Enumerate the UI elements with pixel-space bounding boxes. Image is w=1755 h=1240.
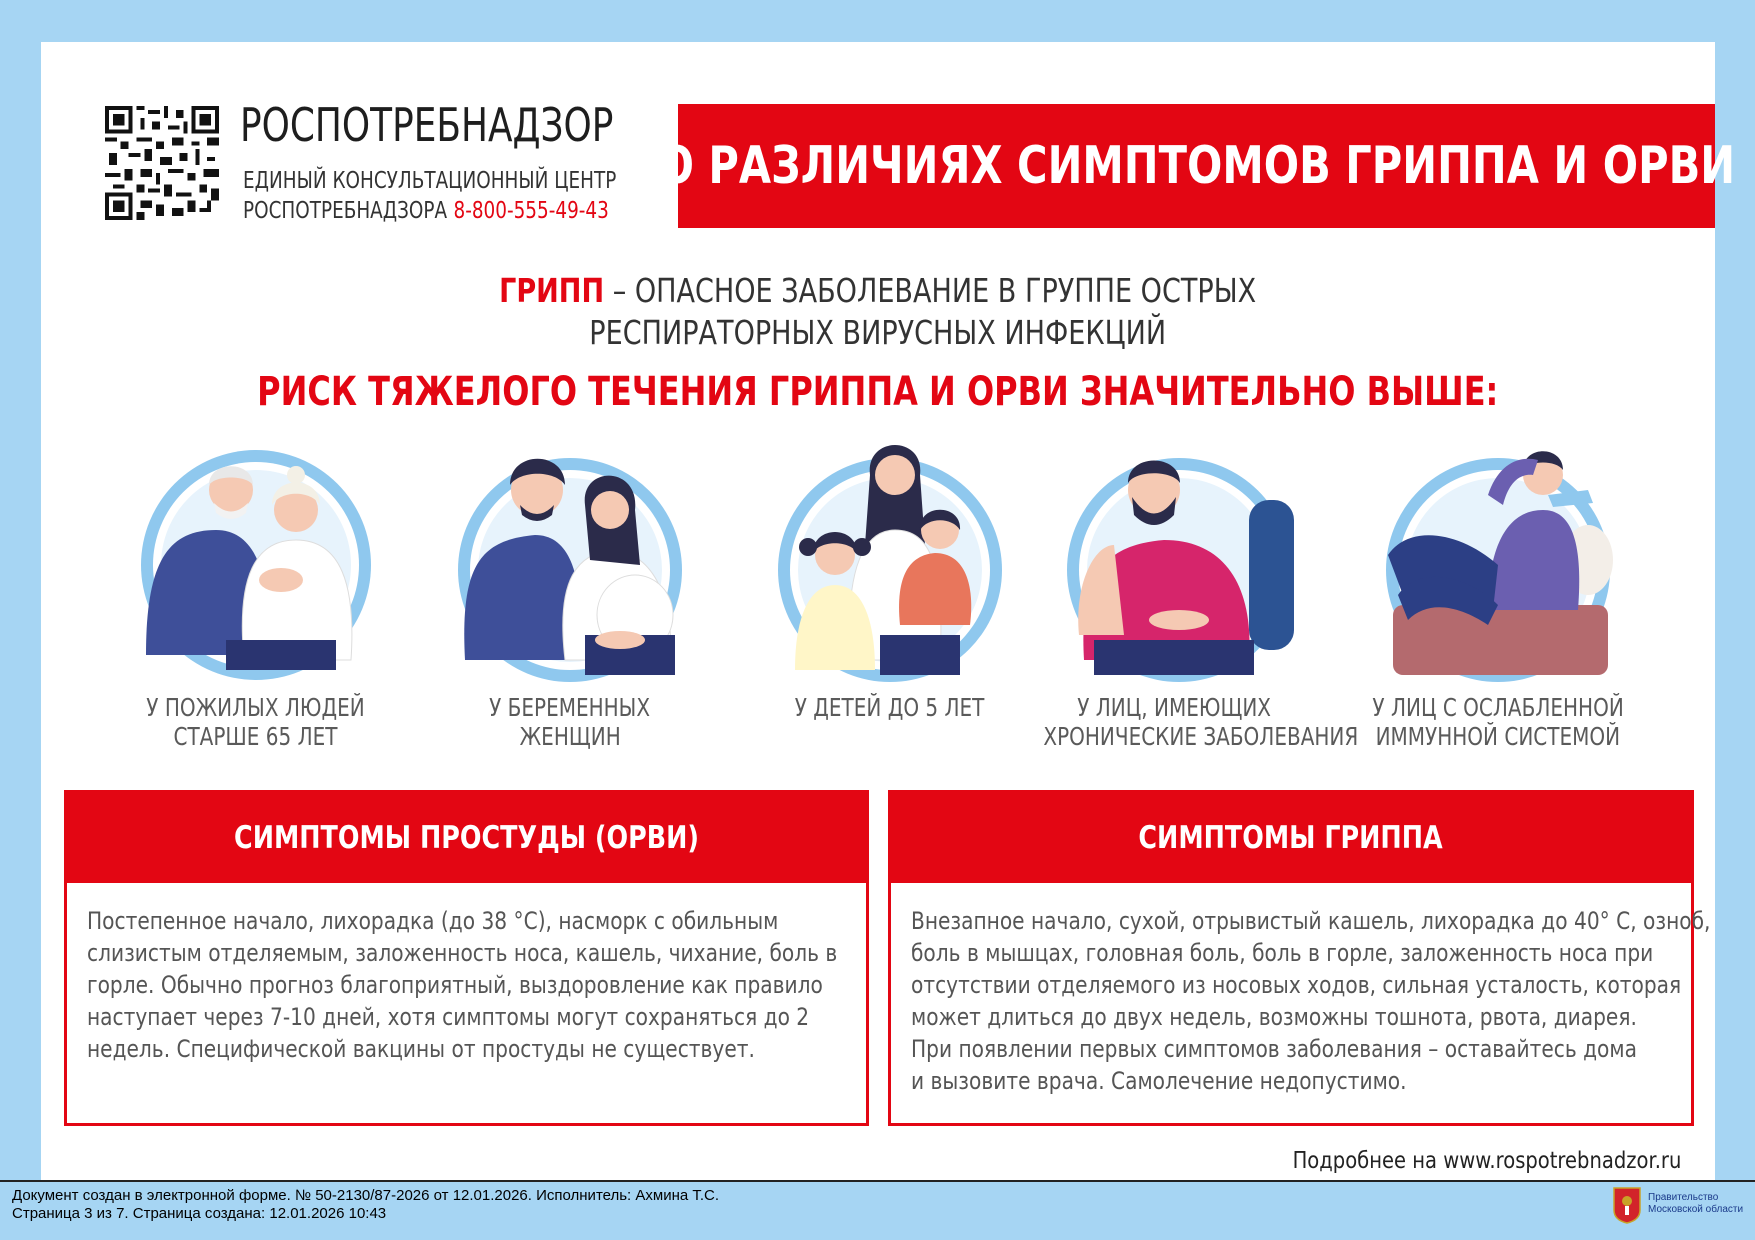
intro-text <box>0 270 1755 354</box>
cold-symptoms-box <box>64 790 869 1126</box>
cold-symptoms-text <box>67 883 866 1065</box>
caption-line-1: У ЛИЦ, ИМЕЮЩИХ <box>1077 693 1271 722</box>
flu-word: ГРИПП <box>498 271 605 310</box>
intro-line-1 <box>499 270 1256 312</box>
caption-line-1: У ПОЖИЛЫХ ЛЮДЕЙ <box>146 693 366 722</box>
text-line: Постепенное начало, лихорадка (до 38 °С), насморк с обильным <box>87 907 779 935</box>
text-line: слизистым отделяемым, заложенность носа, кашель, чихание, боль в <box>87 939 838 967</box>
document-stamp-line-2: Страница 3 из 7. Страница создана: 12.01.2026 10:43 <box>12 1205 387 1222</box>
consult-center-org: РОСПОТРЕБНАДЗОРА <box>243 198 448 224</box>
flu-symptoms-title: СИМПТОМЫ ГРИППА <box>1138 820 1444 856</box>
logo-line-2: Московской области <box>1648 1204 1744 1215</box>
group-caption <box>400 693 740 751</box>
government-logo-text <box>1648 1192 1743 1216</box>
consult-center-label: ЕДИНЫЙ КОНСУЛЬТАЦИОННЫЙ ЦЕНТР <box>243 168 617 194</box>
caption-line-1: У БЕРЕМЕННЫХ <box>489 693 651 722</box>
intro-definition: – ОПАСНОЕ ЗАБОЛЕВАНИЕ В ГРУППЕ ОСТРЫХ <box>604 271 1257 310</box>
page-title: О РАЗЛИЧИЯХ СИМПТОМОВ ГРИППА И ОРВИ <box>658 136 1735 196</box>
title-bar <box>658 104 1735 228</box>
pregnant-woman-icon <box>420 435 720 695</box>
caption-line-2: ХРОНИЧЕСКИЕ ЗАБОЛЕВАНИЯ <box>1043 722 1359 751</box>
caption-line-2: ИММУННОЙ СИСТЕМОЙ <box>1375 722 1621 751</box>
text-line: отсутствии отделяемого из носовых ходов, сильная усталость, которая <box>911 971 1682 999</box>
caption-line-1: У ЛИЦ С ОСЛАБЛЕННОЙ <box>1372 693 1624 722</box>
text-line: Внезапное начало, сухой, отрывистый кашель, лихорадка до 40° С, озноб, <box>911 907 1711 935</box>
elderly-couple-icon <box>106 435 406 695</box>
text-line: При появлении первых симптомов заболевания – оставайтесь дома <box>911 1035 1637 1063</box>
flu-symptoms-text <box>891 883 1711 1097</box>
caption-line-2: СТАРШЕ 65 ЛЕТ <box>173 722 338 751</box>
text-line: может длиться до двух недель, возможны тошнота, рвота, диарея. <box>911 1003 1637 1031</box>
document-stamp <box>12 1187 719 1223</box>
flu-symptoms-header <box>891 793 1691 883</box>
children-icon <box>740 435 1040 695</box>
chronic-illness-icon <box>1024 435 1324 695</box>
group-caption <box>1328 693 1668 751</box>
text-line: наступает через 7-10 дней, хотя симптомы могут сохраняться до 2 <box>87 1003 810 1031</box>
text-line: и вызовите врача. Самолечение недопустимо. <box>911 1067 1407 1095</box>
caption-line-1: У ДЕТЕЙ ДО 5 ЛЕТ <box>795 693 985 722</box>
logo-line-1: Правительство <box>1648 1192 1719 1203</box>
weak-immunity-icon <box>1348 435 1648 695</box>
org-name: РОСПОТРЕБНАДЗОР <box>240 98 614 152</box>
text-line: недель. Специфической вакцины от простуды не существует. <box>87 1035 755 1063</box>
text-line: боль в мышцах, головная боль, боль в горле, заложенность носа при <box>911 939 1654 967</box>
consult-center-line2 <box>243 198 609 224</box>
government-emblem-icon <box>1612 1186 1642 1224</box>
document-stamp-line-1: Документ создан в электронной форме. № 50-2130/87-2026 от 12.01.2026. Исполнитель: Ахмина Т.С. <box>12 1187 720 1204</box>
text-line: горле. Обычно прогноз благоприятный, выздоровление как правило <box>87 971 823 999</box>
intro-line-2: РЕСПИРАТОРНЫХ ВИРУСНЫХ ИНФЕКЦИЙ <box>589 313 1166 352</box>
group-caption <box>86 693 426 751</box>
cold-symptoms-header <box>67 793 866 883</box>
cold-symptoms-title: СИМПТОМЫ ПРОСТУДЫ (ОРВИ) <box>233 820 699 856</box>
group-caption <box>1004 693 1359 751</box>
caption-line-2: ЖЕНЩИН <box>519 722 621 751</box>
qr-code <box>105 106 219 220</box>
hotline-phone: 8-800-555-49-43 <box>453 198 609 224</box>
risk-heading-text: РИСК ТЯЖЕЛОГО ТЕЧЕНИЯ ГРИППА И ОРВИ ЗНАЧИТЕЛЬНО ВЫШЕ: <box>256 369 1499 415</box>
risk-heading <box>0 369 1755 415</box>
flu-symptoms-box <box>888 790 1711 1126</box>
more-info-link[interactable]: Подробнее на www.rospotrebnadzor.ru <box>1292 1148 1681 1174</box>
footer-divider <box>0 1180 1755 1182</box>
